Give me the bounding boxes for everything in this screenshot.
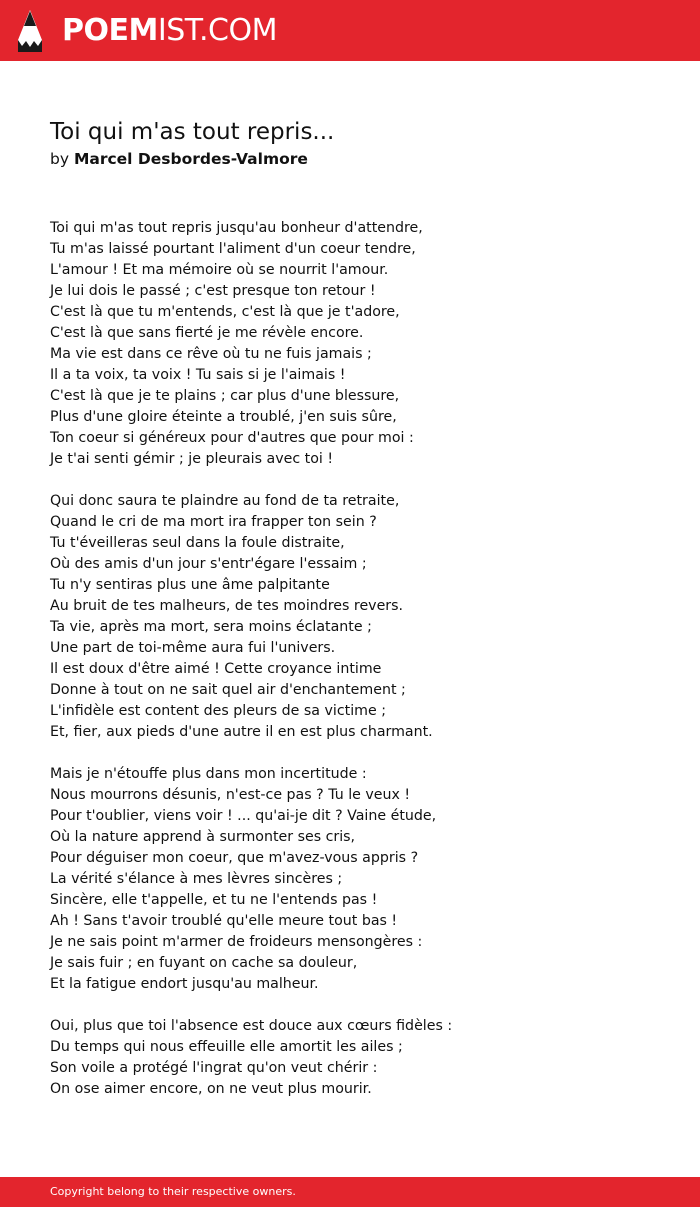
pencil-icon bbox=[17, 10, 43, 52]
poem-line: Donne à tout on ne sait quel air d'enchantement ; bbox=[50, 682, 406, 698]
poem-line: Oui, plus que toi l'absence est douce aux cœurs fidèles : bbox=[50, 1018, 453, 1034]
poem-line: Ta vie, après ma mort, sera moins éclatante ; bbox=[50, 619, 372, 635]
poem-line: Et, fier, aux pieds d'une autre il en est plus charmant. bbox=[50, 724, 433, 740]
poem-stanza bbox=[50, 491, 670, 743]
poem-line: Au bruit de tes malheurs, de tes moindres revers. bbox=[50, 598, 404, 614]
poem-line: Il est doux d'être aimé ! Cette croyance intime bbox=[50, 661, 382, 677]
poem-line: Tu t'éveilleras seul dans la foule distraite, bbox=[50, 535, 345, 551]
poem-line: L'amour ! Et ma mémoire où se nourrit l'amour. bbox=[50, 262, 389, 278]
poem-line: C'est là que tu m'entends, c'est là que je t'adore, bbox=[50, 304, 400, 320]
poem-line: Et la fatigue endort jusqu'au malheur. bbox=[50, 976, 319, 992]
poem-line: C'est là que je te plains ; car plus d'une blessure, bbox=[50, 388, 400, 404]
poem-line: Je t'ai senti gémir ; je pleurais avec toi ! bbox=[50, 451, 334, 467]
poem-line: L'infidèle est content des pleurs de sa victime ; bbox=[50, 703, 386, 719]
poem-line: Une part de toi-même aura fui l'univers. bbox=[50, 640, 336, 656]
poem-line: C'est là que sans fierté je me révèle encore. bbox=[50, 325, 364, 341]
site-header bbox=[0, 0, 700, 61]
poem-body bbox=[50, 218, 670, 1121]
poem-line: Pour t'oublier, viens voir ! ... qu'ai-je dit ? Vaine étude, bbox=[50, 808, 437, 824]
poem-line: Il a ta voix, ta voix ! Tu sais si je l'aimais ! bbox=[50, 367, 346, 383]
poem-stanza bbox=[50, 218, 670, 470]
poem-title: Toi qui m'as tout repris... bbox=[50, 119, 335, 145]
poem-stanza bbox=[50, 1016, 670, 1100]
poem-author: Marcel Desbordes-Valmore bbox=[73, 150, 308, 168]
poem-line: Ma vie est dans ce rêve où tu ne fuis jamais ; bbox=[50, 346, 372, 362]
poem-line: Quand le cri de ma mort ira frapper ton sein ? bbox=[50, 514, 377, 530]
poem-line: Je ne sais point m'armer de froideurs mensongères : bbox=[50, 934, 423, 950]
poem-line: Du temps qui nous effeuille elle amortit les ailes ; bbox=[50, 1039, 403, 1055]
site-name bbox=[62, 13, 277, 48]
poem-line: Mais je n'étouffe plus dans mon incertitude : bbox=[50, 766, 367, 782]
poem-line: Tu m'as laissé pourtant l'aliment d'un coeur tendre, bbox=[50, 241, 416, 257]
site-name-bold: POEM bbox=[62, 13, 158, 48]
poem-line: Qui donc saura te plaindre au fond de ta retraite, bbox=[50, 493, 400, 509]
site-name-light: IST.COM bbox=[157, 13, 277, 48]
copyright-text: Copyright belong to their respective owners. bbox=[50, 1185, 296, 1198]
poem-line: Ah ! Sans t'avoir troublé qu'elle meure tout bas ! bbox=[50, 913, 398, 929]
poem-byline bbox=[50, 148, 308, 170]
poem-line: On ose aimer encore, on ne veut plus mourir. bbox=[50, 1081, 372, 1097]
site-footer bbox=[0, 1177, 700, 1207]
poem-line: Plus d'une gloire éteinte a troublé, j'en suis sûre, bbox=[50, 409, 397, 425]
poem-stanza bbox=[50, 764, 670, 995]
poem-line: Tu n'y sentiras plus une âme palpitante bbox=[50, 577, 330, 593]
poem-line: Toi qui m'as tout repris jusqu'au bonheur d'attendre, bbox=[50, 220, 423, 236]
poem-line: Où des amis d'un jour s'entr'égare l'essaim ; bbox=[50, 556, 367, 572]
poem-line: Je sais fuir ; en fuyant on cache sa douleur, bbox=[50, 955, 358, 971]
site-logo-link[interactable] bbox=[17, 9, 277, 53]
poem-line: La vérité s'élance à mes lèvres sincères ; bbox=[50, 871, 343, 887]
poem-line: Je lui dois le passé ; c'est presque ton retour ! bbox=[50, 283, 376, 299]
poem-line: Sincère, elle t'appelle, et tu ne l'entends pas ! bbox=[50, 892, 378, 908]
byline-label: by bbox=[50, 150, 70, 168]
poem-line: Où la nature apprend à surmonter ses cris, bbox=[50, 829, 356, 845]
poem-line: Pour déguiser mon coeur, que m'avez-vous appris ? bbox=[50, 850, 419, 866]
poem-line: Ton coeur si généreux pour d'autres que pour moi : bbox=[50, 430, 414, 446]
poem-line: Nous mourrons désunis, n'est-ce pas ? Tu le veux ! bbox=[50, 787, 411, 803]
poem-line: Son voile a protégé l'ingrat qu'on veut chérir : bbox=[50, 1060, 378, 1076]
